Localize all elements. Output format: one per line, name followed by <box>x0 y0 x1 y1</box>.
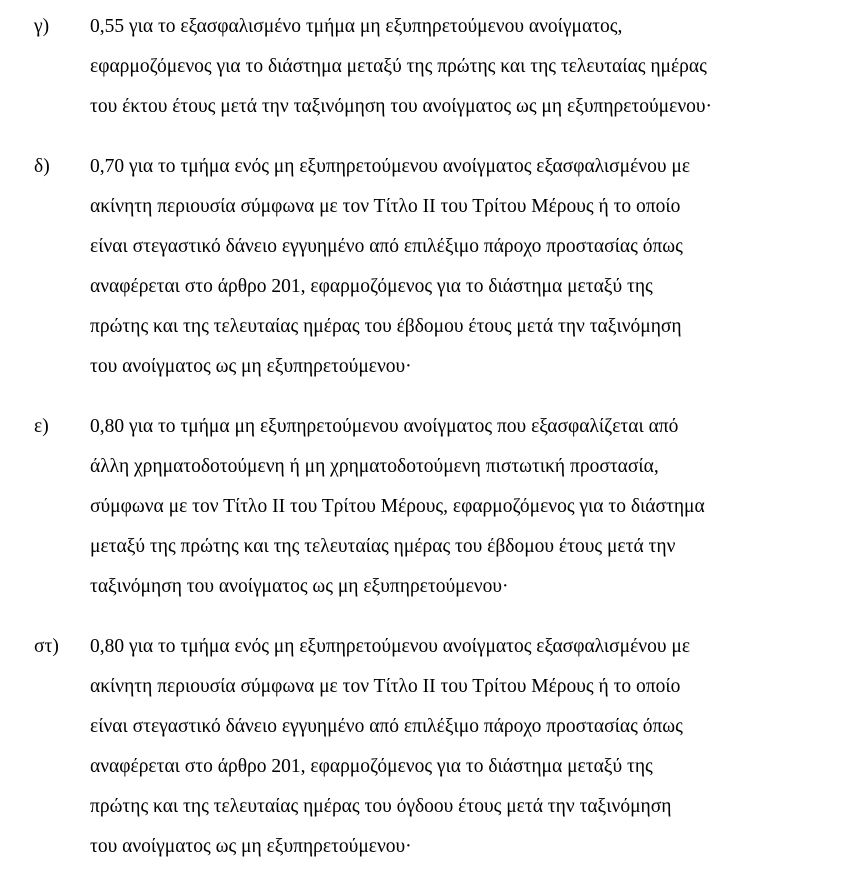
text-line: πρώτης και της τελευταίας ημέρας του έβδομου έτους μετά την ταξινόμηση <box>90 316 682 337</box>
item-marker: ε) <box>34 416 49 437</box>
item-marker: δ) <box>34 156 50 177</box>
text-line: σύμφωνα με τον Τίτλο II του Τρίτου Μέρους, εφαρμοζόμενος για το διάστημα <box>90 496 705 517</box>
text-line: πρώτης και της τελευταίας ημέρας του όγδοου έτους μετά την ταξινόμηση <box>90 796 672 817</box>
text-line: ταξινόμηση του ανοίγματος ως μη εξυπηρετούμενου· <box>90 576 509 597</box>
text-line: ακίνητη περιουσία σύμφωνα με τον Τίτλο II του Τρίτου Μέρους ή το οποίο <box>90 196 681 217</box>
text-line: 0,70 για το τμήμα ενός μη εξυπηρετούμενου ανοίγματος εξασφαλισμένου με <box>90 156 691 177</box>
item-marker: γ) <box>34 16 50 37</box>
item-text <box>90 7 712 127</box>
text-line: του ανοίγματος ως μη εξυπηρετούμενου· <box>90 836 412 857</box>
item-text <box>90 407 705 607</box>
text-line: 0,80 για το τμήμα ενός μη εξυπηρετούμενου ανοίγματος εξασφαλισμένου με <box>90 636 691 657</box>
text-line: 0,80 για το τμήμα μη εξυπηρετούμενου ανοίγματος που εξασφαλίζεται από <box>90 416 679 437</box>
text-line: εφαρμοζόμενος για το διάστημα μεταξύ της πρώτης και της τελευταίας ημέρας <box>90 56 707 77</box>
text-line: αναφέρεται στο άρθρο 201, εφαρμοζόμενος για το διάστημα μεταξύ της <box>90 276 653 297</box>
text-line: του ανοίγματος ως μη εξυπηρετούμενου· <box>90 356 412 377</box>
item-text <box>90 147 690 387</box>
item-text <box>90 627 690 867</box>
text-line: μεταξύ της πρώτης και της τελευταίας ημέρας του έβδομου έτους μετά την <box>90 536 676 557</box>
text-line: 0,55 για το εξασφαλισμένο τμήμα μη εξυπηρετούμενου ανοίγματος, <box>90 16 623 37</box>
text-line: άλλη χρηματοδοτούμενη ή μη χρηματοδοτούμενη πιστωτική προστασία, <box>90 456 659 477</box>
text-line: του έκτου έτους μετά την ταξινόμηση του ανοίγματος ως μη εξυπηρετούμενου· <box>90 96 713 117</box>
text-line: ακίνητη περιουσία σύμφωνα με τον Τίτλο II του Τρίτου Μέρους ή το οποίο <box>90 676 681 697</box>
item-marker: στ) <box>34 636 59 657</box>
text-line: είναι στεγαστικό δάνειο εγγυημένο από επιλέξιμο πάροχο προστασίας όπως <box>90 716 683 737</box>
text-line: αναφέρεται στο άρθρο 201, εφαρμοζόμενος για το διάστημα μεταξύ της <box>90 756 653 777</box>
text-line: είναι στεγαστικό δάνειο εγγυημένο από επιλέξιμο πάροχο προστασίας όπως <box>90 236 683 257</box>
